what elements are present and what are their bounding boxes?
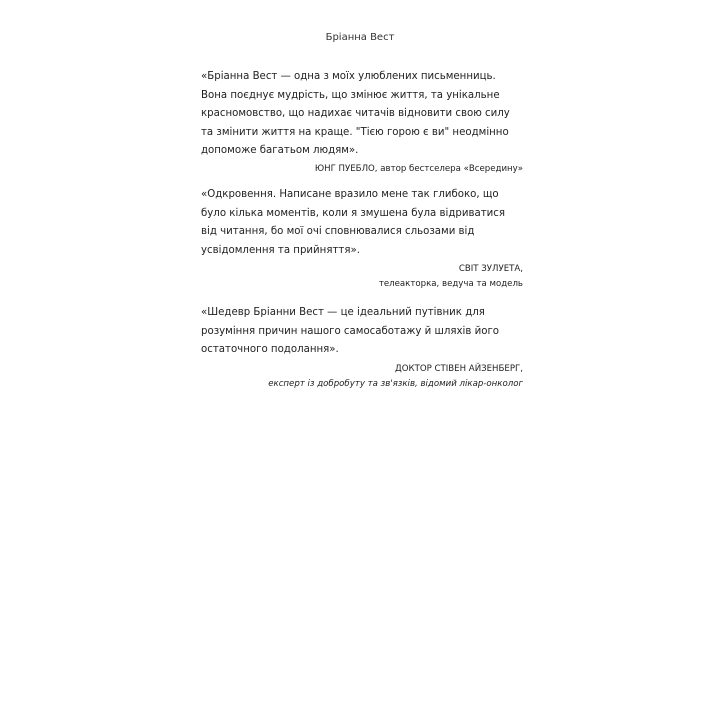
blurb-author-name: ЮНГ ПУЕБЛО, автор бестселера «Всередину» (314, 163, 523, 174)
blurb-author-role: телеакторка, ведуча та модель (378, 279, 523, 290)
running-header-author: Бріанна Вест (325, 32, 395, 43)
blurb-author-role: експерт із добробуту та зв'язків, відомий лікар-онколог (268, 378, 523, 389)
blurb-quote: «Бріанна Вест — одна з моїх улюблених письменниць. Вона поєднує мудрість, що змінює життя, та унікальне красномовство, що надихає читачів відновити свою силу та змінити життя на краще. "Тією горою є ви" неодмінно допоможе багатьом людям». (201, 71, 510, 157)
blurb-quote: «Шедевр Бріанни Вест — це ідеальний путівник для розуміння причин нашого самосаботажу й шляхів його остаточного подолання». (201, 307, 500, 356)
blurb-quote: «Одкровення. Написане вразило мене так глибоко, що було кілька моментів, коли я змушена була відриватися від читання, бо мої очі сповнювалися сльозами від усвідомлення та прийняття». (201, 189, 505, 256)
blurb-3 (201, 304, 523, 392)
blurb-author-name: ДОКТОР СТІВЕН АЙЗЕНБЕРГ, (395, 363, 523, 374)
blurb-attribution (201, 162, 523, 177)
blurb-1 (201, 68, 523, 177)
blurb-attribution (201, 362, 523, 392)
blurb-2 (201, 186, 523, 292)
blurb-author-name: СВІТ ЗУЛУЕТА, (458, 264, 523, 275)
blurb-attribution (201, 262, 523, 292)
